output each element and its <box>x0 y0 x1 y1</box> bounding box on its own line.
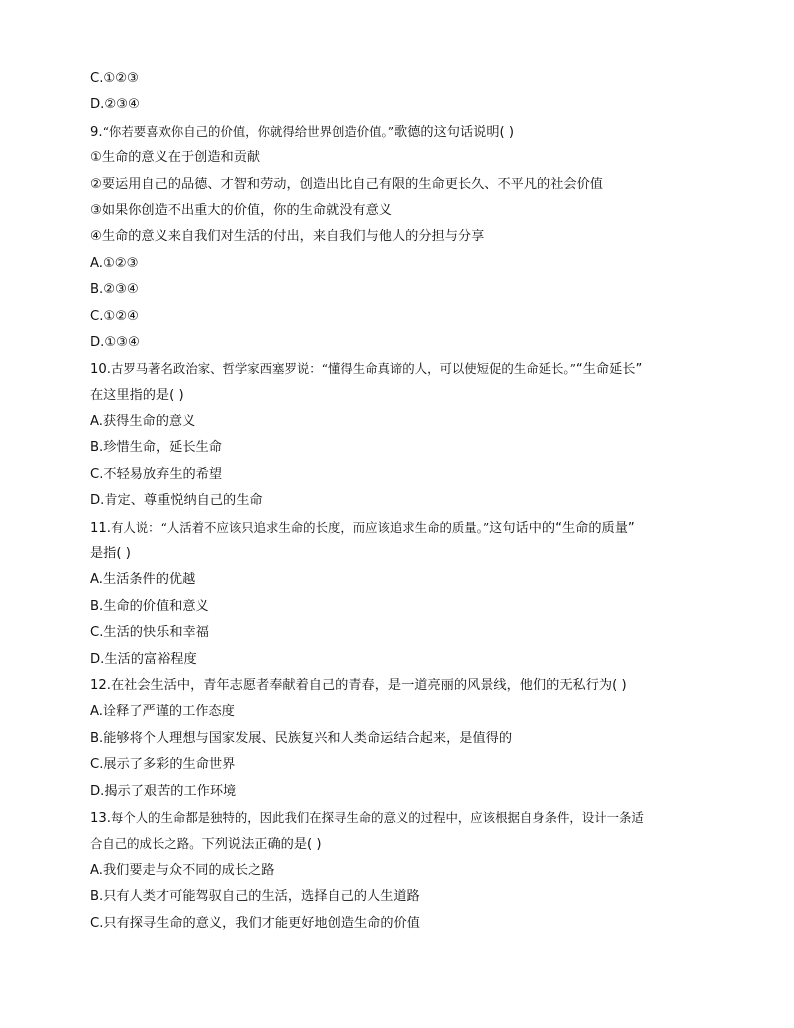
q11-option-c: C.生活的快乐和幸福 <box>90 625 209 641</box>
q11-stem: 11.有人说：“人活着不应该只追求生命的长度，而应该追求生命的质量。”这句话中的“生命的质量” <box>90 519 635 536</box>
q10-stem: 10.古罗马著名政治家、哲学家西塞罗说：“懂得生命真谛的人，可以使短促的生命延长。”“生命延长” <box>90 361 643 378</box>
q13-option-a: A.我们要走与众不同的成长之路 <box>90 862 275 878</box>
q13-option-b: B.只有人类才可能驾驭自己的生活，选择自己的人生道路 <box>90 889 420 905</box>
exam-page <box>90 66 730 937</box>
q10-option-c: C.不轻易放弃生的希望 <box>90 466 223 482</box>
q11-option-d: D.生活的富裕程度 <box>90 651 197 667</box>
q11-option-b: B.生命的价值和意义 <box>90 598 209 614</box>
q10-stem-continued: 在这里指的是( ) <box>90 387 184 403</box>
q10-option-b: B.珍惜生命，延长生命 <box>90 440 222 456</box>
q13-option-c: C.只有探寻生命的意义，我们才能更好地创造生命的价值 <box>90 915 420 931</box>
q12-option-d: D.揭示了艰苦的工作环境 <box>90 783 237 799</box>
q13-stem-continued: 合自己的成长之路。下列说法正确的是( ) <box>90 836 322 853</box>
q9-stem: 9.“你若要喜欢你自己的价值，你就得给世界创造价值。”歌德的这句话说明( ) <box>90 123 515 140</box>
q12-stem: 12.在社会生活中，青年志愿者奉献着自己的青春，是一道亮丽的风景线，他们的无私行为( ) <box>90 677 627 693</box>
q9-option-a: A.①②③ <box>90 255 139 271</box>
q10-option-a: A.获得生命的意义 <box>90 414 196 430</box>
q9-statement-2: ②要运用自己的品德、才智和劳动，创造出比自己有限的生命更长久、不平凡的社会价值 <box>90 176 603 192</box>
q10-option-d: D.肯定、尊重悦纳自己的生命 <box>90 493 263 509</box>
q11-stem-continued: 是指( ) <box>90 546 131 562</box>
q9-statement-3: ③如果你创造不出重大的价值，你的生命就没有意义 <box>90 202 392 218</box>
q9-option-d: D.①③④ <box>90 334 140 350</box>
q11-option-a: A.生活条件的优越 <box>90 572 196 588</box>
q9-option-c: C.①②④ <box>90 308 139 324</box>
q9-option-b: B.②③④ <box>90 282 139 298</box>
q13-stem: 13.每个人的生命都是独特的，因此我们在探寻生命的意义的过程中，应该根据自身条件，设计一条适 <box>90 809 644 826</box>
q9-statement-1: ①生命的意义在于创造和贡献 <box>90 150 261 166</box>
q12-option-a: A.诠释了严谨的工作态度 <box>90 704 235 720</box>
q12-option-b: B.能够将个人理想与国家发展、民族复兴和人类命运结合起来，是值得的 <box>90 730 513 746</box>
q8-option-c: C.①②③ <box>90 71 139 86</box>
q8-option-d: D.②③④ <box>90 97 140 113</box>
q12-option-c: C.展示了多彩的生命世界 <box>90 757 236 773</box>
q9-statement-4: ④生命的意义来自我们对生活的付出，来自我们与他人的分担与分享 <box>90 229 485 245</box>
